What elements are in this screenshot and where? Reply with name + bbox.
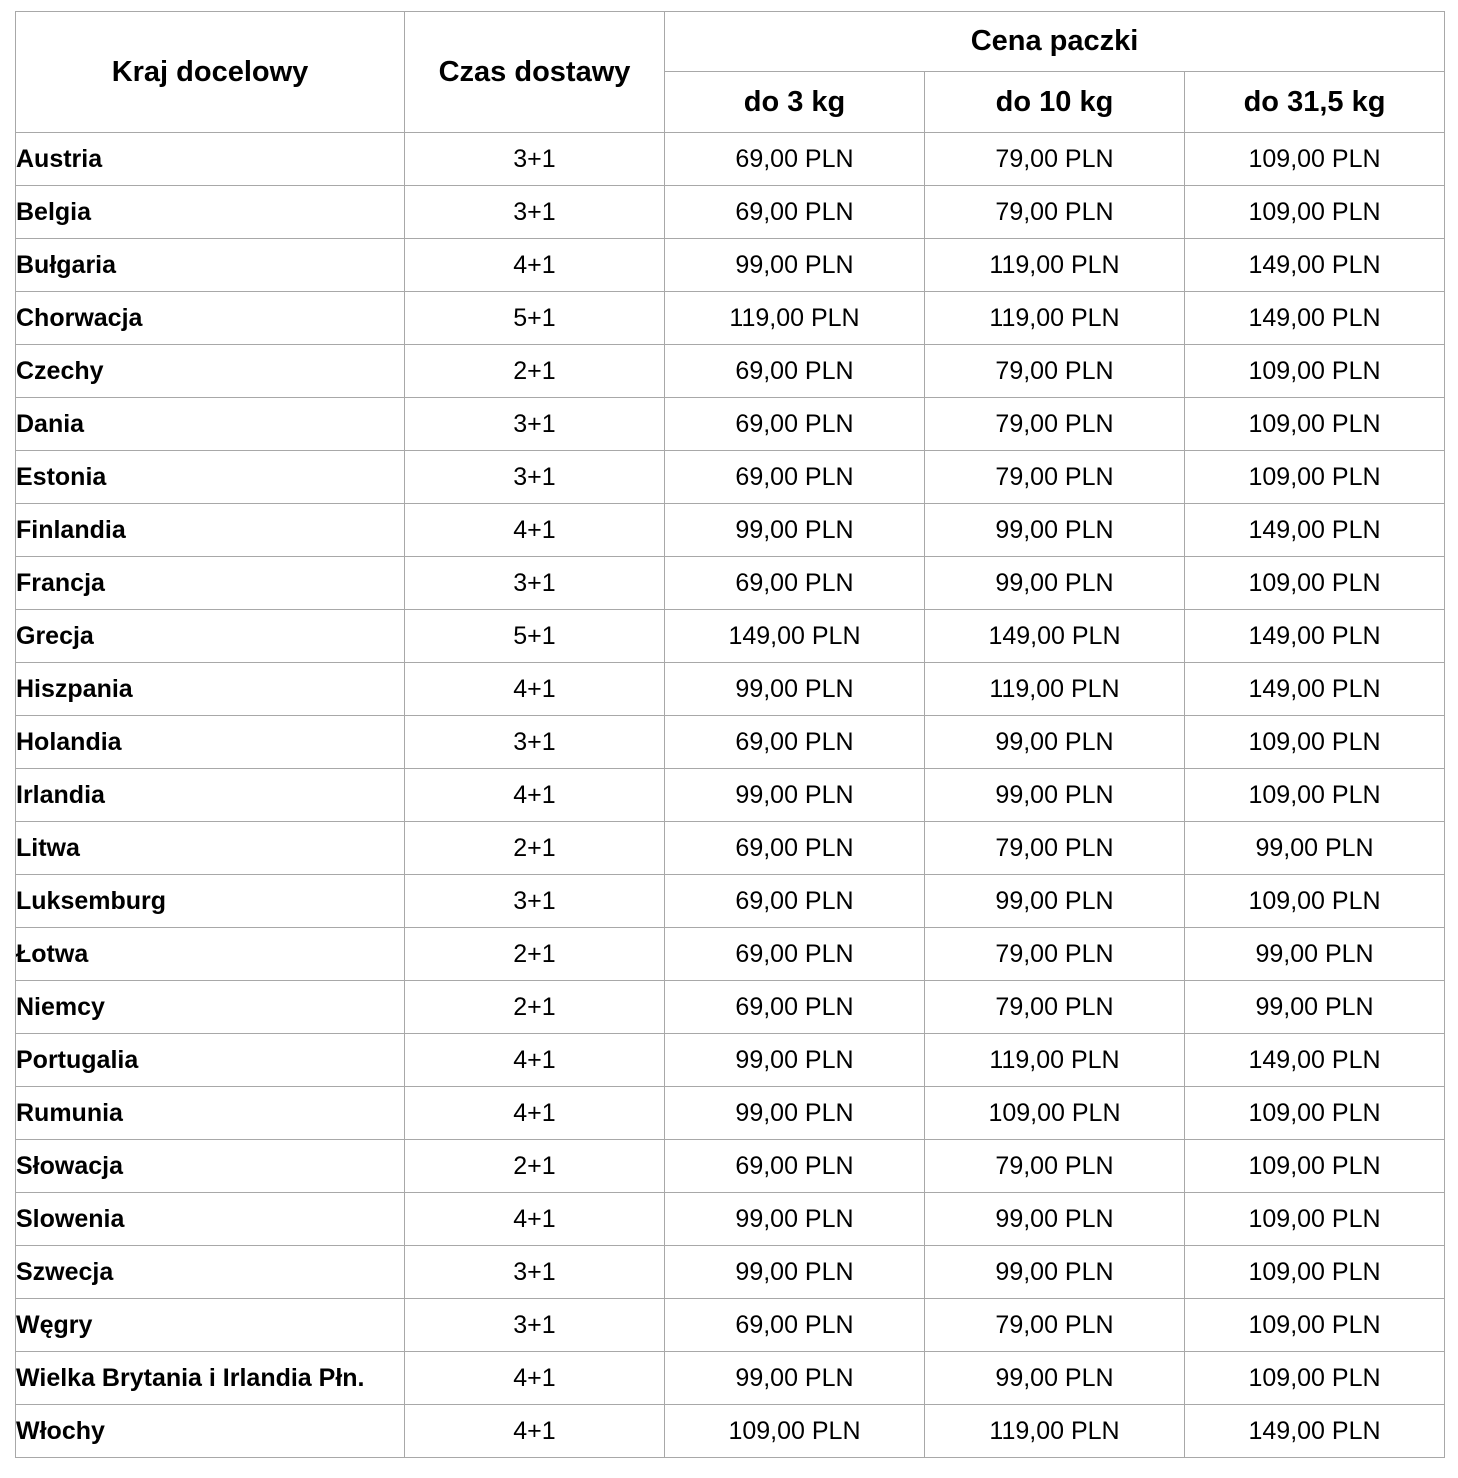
- delivery-time-cell: 4+1: [405, 504, 665, 557]
- delivery-time-cell: 3+1: [405, 398, 665, 451]
- price-10kg-cell: 99,00 PLN: [925, 1352, 1185, 1405]
- header-row-top: [16, 12, 1445, 72]
- delivery-time-cell: 3+1: [405, 875, 665, 928]
- price-3kg-cell: 69,00 PLN: [665, 981, 925, 1034]
- country-cell: Holandia: [16, 716, 405, 769]
- price-10kg-cell: 119,00 PLN: [925, 239, 1185, 292]
- delivery-time-cell: 5+1: [405, 292, 665, 345]
- delivery-time-cell: 2+1: [405, 822, 665, 875]
- price-31kg-cell: 109,00 PLN: [1185, 1087, 1445, 1140]
- delivery-time-cell: 3+1: [405, 716, 665, 769]
- price-31kg-cell: 109,00 PLN: [1185, 398, 1445, 451]
- header-weight-3kg: do 3 kg: [665, 72, 925, 133]
- country-cell: Estonia: [16, 451, 405, 504]
- price-10kg-cell: 79,00 PLN: [925, 981, 1185, 1034]
- price-31kg-cell: 109,00 PLN: [1185, 1140, 1445, 1193]
- country-cell: Chorwacja: [16, 292, 405, 345]
- table-row: [16, 928, 1445, 981]
- price-10kg-cell: 79,00 PLN: [925, 1140, 1185, 1193]
- price-3kg-cell: 69,00 PLN: [665, 928, 925, 981]
- delivery-time-cell: 4+1: [405, 1034, 665, 1087]
- price-3kg-cell: 99,00 PLN: [665, 1246, 925, 1299]
- price-3kg-cell: 99,00 PLN: [665, 1193, 925, 1246]
- country-cell: Grecja: [16, 610, 405, 663]
- price-3kg-cell: 69,00 PLN: [665, 345, 925, 398]
- table-row: [16, 663, 1445, 716]
- price-31kg-cell: 149,00 PLN: [1185, 292, 1445, 345]
- price-3kg-cell: 99,00 PLN: [665, 1352, 925, 1405]
- price-3kg-cell: 69,00 PLN: [665, 1140, 925, 1193]
- price-10kg-cell: 119,00 PLN: [925, 292, 1185, 345]
- table-row: [16, 1087, 1445, 1140]
- price-10kg-cell: 99,00 PLN: [925, 557, 1185, 610]
- table-row: [16, 1246, 1445, 1299]
- country-cell: Węgry: [16, 1299, 405, 1352]
- price-31kg-cell: 109,00 PLN: [1185, 875, 1445, 928]
- country-cell: Irlandia: [16, 769, 405, 822]
- table-row: [16, 133, 1445, 186]
- price-3kg-cell: 69,00 PLN: [665, 875, 925, 928]
- delivery-time-cell: 4+1: [405, 239, 665, 292]
- delivery-time-cell: 4+1: [405, 1193, 665, 1246]
- table-row: [16, 1193, 1445, 1246]
- price-31kg-cell: 109,00 PLN: [1185, 716, 1445, 769]
- price-10kg-cell: 109,00 PLN: [925, 1087, 1185, 1140]
- price-3kg-cell: 69,00 PLN: [665, 716, 925, 769]
- price-10kg-cell: 99,00 PLN: [925, 875, 1185, 928]
- delivery-time-cell: 3+1: [405, 186, 665, 239]
- price-3kg-cell: 149,00 PLN: [665, 610, 925, 663]
- delivery-time-cell: 3+1: [405, 1246, 665, 1299]
- delivery-time-cell: 2+1: [405, 928, 665, 981]
- price-31kg-cell: 109,00 PLN: [1185, 1193, 1445, 1246]
- price-3kg-cell: 99,00 PLN: [665, 504, 925, 557]
- table-row: [16, 239, 1445, 292]
- delivery-time-cell: 3+1: [405, 1299, 665, 1352]
- country-cell: Szwecja: [16, 1246, 405, 1299]
- country-cell: Słowacja: [16, 1140, 405, 1193]
- price-3kg-cell: 109,00 PLN: [665, 1405, 925, 1458]
- table-row: [16, 716, 1445, 769]
- price-3kg-cell: 69,00 PLN: [665, 398, 925, 451]
- table-row: [16, 610, 1445, 663]
- table-row: [16, 822, 1445, 875]
- price-31kg-cell: 99,00 PLN: [1185, 822, 1445, 875]
- country-cell: Bułgaria: [16, 239, 405, 292]
- price-10kg-cell: 79,00 PLN: [925, 928, 1185, 981]
- header-weight-31kg: do 31,5 kg: [1185, 72, 1445, 133]
- country-cell: Dania: [16, 398, 405, 451]
- table-row: [16, 345, 1445, 398]
- table-body: [16, 133, 1445, 1458]
- header-country: Kraj docelowy: [16, 12, 405, 133]
- country-cell: Litwa: [16, 822, 405, 875]
- price-10kg-cell: 79,00 PLN: [925, 451, 1185, 504]
- price-3kg-cell: 99,00 PLN: [665, 663, 925, 716]
- delivery-time-cell: 5+1: [405, 610, 665, 663]
- table-row: [16, 1405, 1445, 1458]
- price-31kg-cell: 149,00 PLN: [1185, 1034, 1445, 1087]
- country-cell: Belgia: [16, 186, 405, 239]
- price-3kg-cell: 99,00 PLN: [665, 239, 925, 292]
- price-3kg-cell: 69,00 PLN: [665, 133, 925, 186]
- price-10kg-cell: 99,00 PLN: [925, 1193, 1185, 1246]
- price-10kg-cell: 79,00 PLN: [925, 822, 1185, 875]
- price-31kg-cell: 99,00 PLN: [1185, 928, 1445, 981]
- price-10kg-cell: 99,00 PLN: [925, 769, 1185, 822]
- price-10kg-cell: 79,00 PLN: [925, 345, 1185, 398]
- price-3kg-cell: 99,00 PLN: [665, 1034, 925, 1087]
- price-10kg-cell: 119,00 PLN: [925, 1034, 1185, 1087]
- table-row: [16, 1352, 1445, 1405]
- price-31kg-cell: 149,00 PLN: [1185, 663, 1445, 716]
- price-31kg-cell: 109,00 PLN: [1185, 1299, 1445, 1352]
- price-31kg-cell: 99,00 PLN: [1185, 981, 1445, 1034]
- delivery-time-cell: 4+1: [405, 1352, 665, 1405]
- table-row: [16, 292, 1445, 345]
- price-31kg-cell: 109,00 PLN: [1185, 1352, 1445, 1405]
- country-cell: Łotwa: [16, 928, 405, 981]
- delivery-time-cell: 4+1: [405, 769, 665, 822]
- delivery-time-cell: 2+1: [405, 345, 665, 398]
- price-3kg-cell: 69,00 PLN: [665, 451, 925, 504]
- price-10kg-cell: 119,00 PLN: [925, 1405, 1185, 1458]
- price-10kg-cell: 79,00 PLN: [925, 1299, 1185, 1352]
- table-row: [16, 504, 1445, 557]
- table-row: [16, 1299, 1445, 1352]
- country-cell: Luksemburg: [16, 875, 405, 928]
- country-cell: Francja: [16, 557, 405, 610]
- delivery-time-cell: 3+1: [405, 557, 665, 610]
- price-31kg-cell: 109,00 PLN: [1185, 186, 1445, 239]
- country-cell: Włochy: [16, 1405, 405, 1458]
- delivery-time-cell: 4+1: [405, 1087, 665, 1140]
- table-row: [16, 875, 1445, 928]
- header-weight-10kg: do 10 kg: [925, 72, 1185, 133]
- price-31kg-cell: 149,00 PLN: [1185, 239, 1445, 292]
- table-row: [16, 1140, 1445, 1193]
- header-price-group: Cena paczki: [665, 12, 1445, 72]
- table-row: [16, 769, 1445, 822]
- table-row: [16, 451, 1445, 504]
- price-31kg-cell: 109,00 PLN: [1185, 345, 1445, 398]
- table-row: [16, 186, 1445, 239]
- price-3kg-cell: 69,00 PLN: [665, 186, 925, 239]
- country-cell: Wielka Brytania i Irlandia Płn.: [16, 1352, 405, 1405]
- price-3kg-cell: 99,00 PLN: [665, 769, 925, 822]
- price-31kg-cell: 149,00 PLN: [1185, 1405, 1445, 1458]
- country-cell: Czechy: [16, 345, 405, 398]
- country-cell: Finlandia: [16, 504, 405, 557]
- price-10kg-cell: 79,00 PLN: [925, 398, 1185, 451]
- delivery-time-cell: 4+1: [405, 1405, 665, 1458]
- price-10kg-cell: 149,00 PLN: [925, 610, 1185, 663]
- price-10kg-cell: 99,00 PLN: [925, 504, 1185, 557]
- delivery-time-cell: 2+1: [405, 1140, 665, 1193]
- table-row: [16, 981, 1445, 1034]
- header-delivery-time: Czas dostawy: [405, 12, 665, 133]
- price-3kg-cell: 119,00 PLN: [665, 292, 925, 345]
- table-row: [16, 1034, 1445, 1087]
- table-header: [16, 12, 1445, 133]
- price-31kg-cell: 109,00 PLN: [1185, 451, 1445, 504]
- price-3kg-cell: 69,00 PLN: [665, 822, 925, 875]
- price-10kg-cell: 119,00 PLN: [925, 663, 1185, 716]
- table-row: [16, 557, 1445, 610]
- price-10kg-cell: 99,00 PLN: [925, 716, 1185, 769]
- price-31kg-cell: 109,00 PLN: [1185, 769, 1445, 822]
- price-31kg-cell: 149,00 PLN: [1185, 610, 1445, 663]
- country-cell: Hiszpania: [16, 663, 405, 716]
- price-31kg-cell: 109,00 PLN: [1185, 133, 1445, 186]
- delivery-time-cell: 4+1: [405, 663, 665, 716]
- delivery-time-cell: 3+1: [405, 133, 665, 186]
- country-cell: Rumunia: [16, 1087, 405, 1140]
- country-cell: Portugalia: [16, 1034, 405, 1087]
- price-3kg-cell: 69,00 PLN: [665, 1299, 925, 1352]
- price-10kg-cell: 79,00 PLN: [925, 186, 1185, 239]
- price-3kg-cell: 99,00 PLN: [665, 1087, 925, 1140]
- price-3kg-cell: 69,00 PLN: [665, 557, 925, 610]
- delivery-time-cell: 2+1: [405, 981, 665, 1034]
- price-10kg-cell: 99,00 PLN: [925, 1246, 1185, 1299]
- price-31kg-cell: 149,00 PLN: [1185, 504, 1445, 557]
- price-10kg-cell: 79,00 PLN: [925, 133, 1185, 186]
- table-row: [16, 398, 1445, 451]
- shipping-price-table: [15, 11, 1445, 1458]
- delivery-time-cell: 3+1: [405, 451, 665, 504]
- price-31kg-cell: 109,00 PLN: [1185, 557, 1445, 610]
- country-cell: Slowenia: [16, 1193, 405, 1246]
- country-cell: Niemcy: [16, 981, 405, 1034]
- country-cell: Austria: [16, 133, 405, 186]
- price-31kg-cell: 109,00 PLN: [1185, 1246, 1445, 1299]
